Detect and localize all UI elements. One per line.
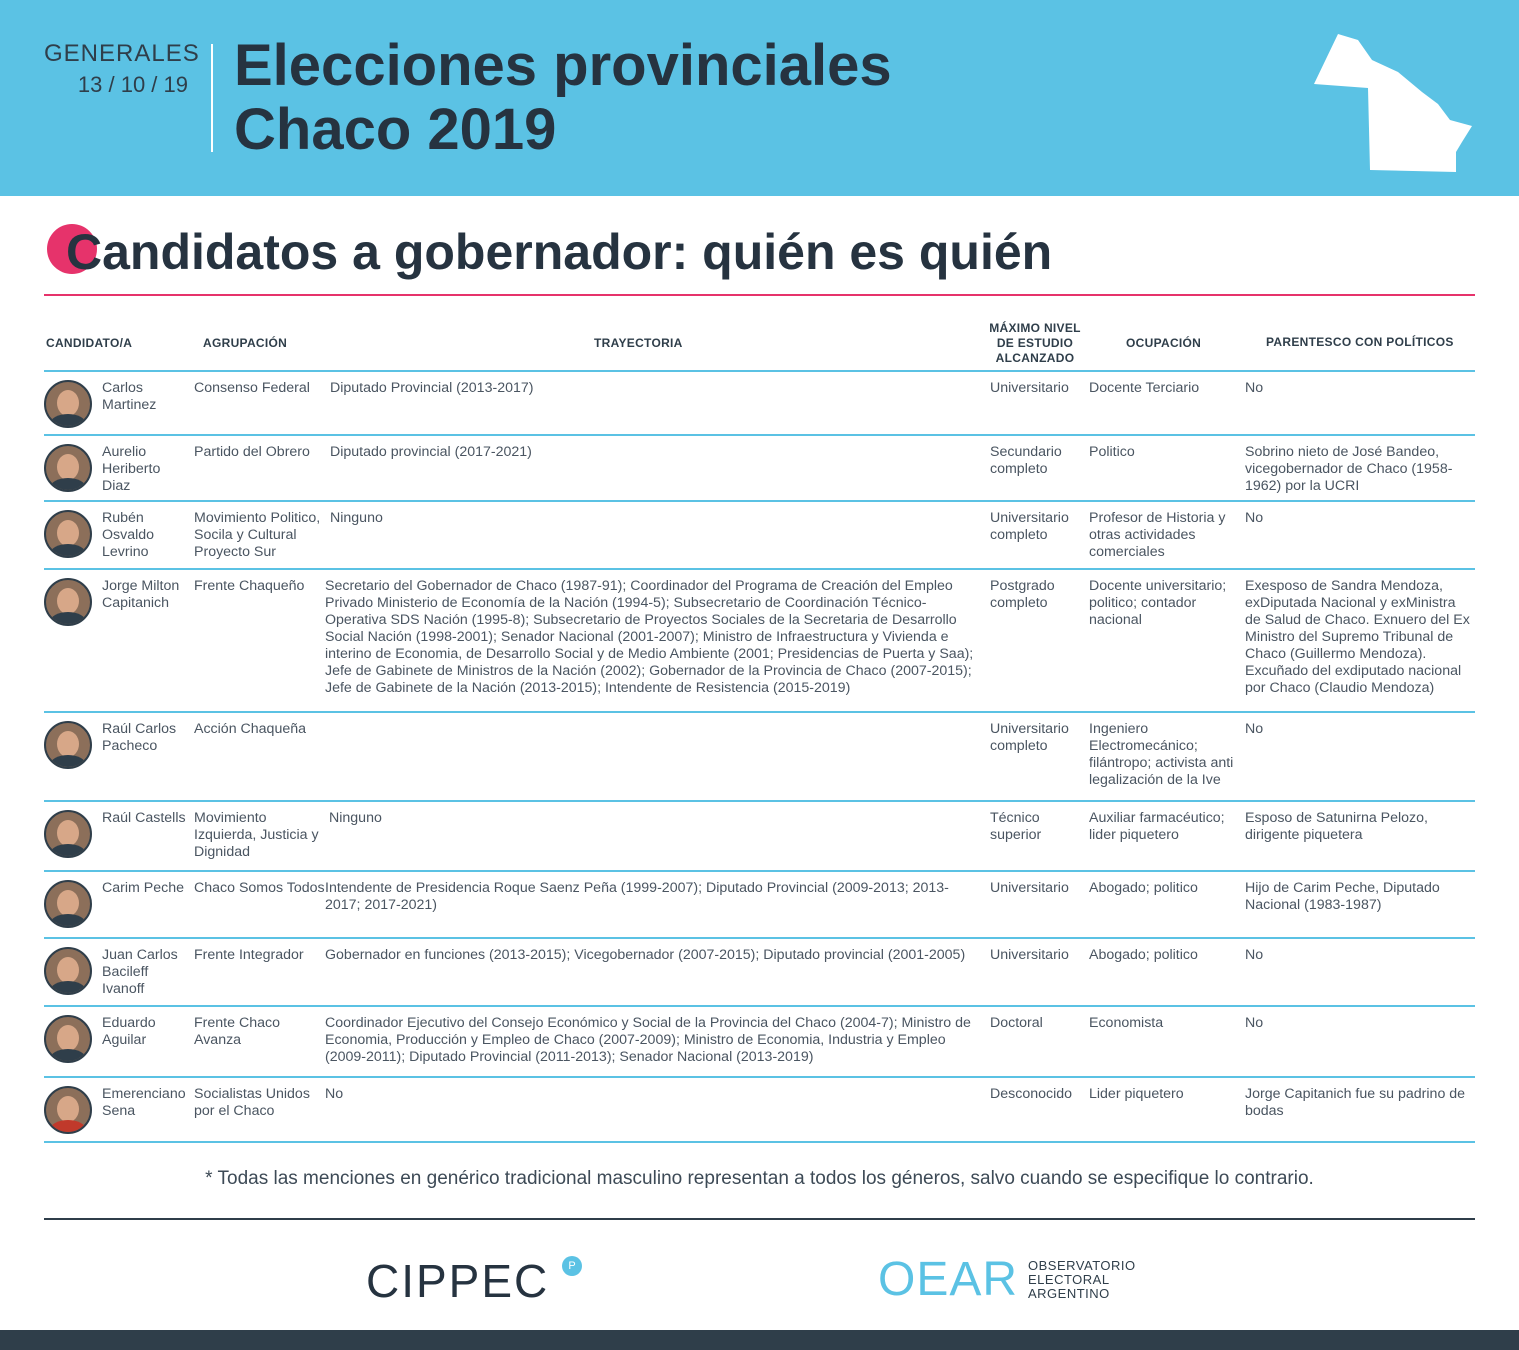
candidate-name: Juan Carlos Bacileff Ivanoff (102, 947, 178, 997)
oear-logo: OEAR (878, 1253, 1019, 1306)
oear-logo-subtitle (1028, 1259, 1136, 1301)
col-candidato: CANDIDATO/A (46, 336, 133, 350)
table-row (44, 713, 1475, 802)
candidate-kinship: No (1245, 510, 1264, 526)
candidate-photo (44, 578, 92, 626)
candidate-trajectory: Diputado Provincial (2013-2017) (330, 380, 534, 396)
col-estudio (982, 321, 1088, 366)
col-agrupacion: AGRUPACIÓN (203, 336, 288, 350)
candidate-education: Universitario (990, 380, 1069, 396)
candidate-photo (44, 510, 92, 558)
candidate-education: Técnico superior (990, 810, 1042, 843)
table-row (44, 872, 1475, 939)
candidate-photo (44, 1015, 92, 1063)
candidate-photo (44, 947, 92, 995)
candidate-kinship: Esposo de Satunirna Pelozo, dirigente piquetera (1245, 810, 1428, 843)
candidate-party: Movimiento Politico, Socila y Cultural Proyecto Sur (194, 510, 321, 560)
table-header (44, 318, 1475, 372)
candidate-education: Desconocido (990, 1086, 1073, 1102)
candidate-party: Acción Chaqueña (194, 721, 307, 737)
candidate-name: Rubén Osvaldo Levrino (102, 510, 155, 560)
candidate-name: Aurelio Heriberto Diaz (102, 444, 161, 494)
oear-sub-line3: ARGENTINO (1028, 1286, 1110, 1301)
candidate-photo (44, 444, 92, 492)
candidate-kinship: Hijo de Carim Peche, Diputado Nacional (1983-1987) (1245, 880, 1440, 913)
cippec-badge-icon: P (562, 1256, 582, 1276)
col-estudio-line1: MÁXIMO NIVEL (989, 321, 1081, 335)
page-title (234, 34, 892, 162)
candidate-occupation: Docente universitario; politico; contador nacional (1089, 578, 1227, 628)
candidate-education: Doctoral (990, 1015, 1043, 1031)
candidate-trajectory: Coordinador Ejecutivo del Consejo Económico y Social de la Provincia del Chaco (2004-7); Ministro de Economia, Producción y Empleo de Chaco (2007-2009); Ministro de Economia, Industria y Empleo (2009-2011); Diputado Provincial (2011-2013); Senador Nacional (2013-2019) (325, 1015, 971, 1065)
candidate-occupation: Lider piquetero (1089, 1086, 1184, 1102)
candidate-kinship: Jorge Capitanich fue su padrino de bodas (1245, 1086, 1466, 1119)
candidate-trajectory: Diputado provincial (2017-2021) (330, 444, 532, 460)
candidate-trajectory: Gobernador en funciones (2013-2015); Vicegobernador (2007-2015); Diputado provincial (2001-2005) (325, 947, 966, 963)
candidate-occupation: Economista (1089, 1015, 1164, 1031)
candidate-name: Carim Peche (102, 880, 185, 896)
col-estudio-line3: ALCANZADO (995, 351, 1075, 365)
candidate-trajectory: Ninguno (330, 510, 383, 526)
candidate-party: Partido del Obrero (194, 444, 310, 460)
oear-sub-line1: OBSERVATORIO (1028, 1258, 1136, 1273)
candidate-party: Frente Integrador (194, 947, 304, 963)
table-row (44, 436, 1475, 502)
candidate-education: Universitario completo (990, 510, 1069, 543)
footnote: * Todas las menciones en genérico tradicional masculino representan a todos los géneros, salvo cuando se especifique lo contrario. (205, 1168, 1314, 1189)
candidate-trajectory: Ninguno (329, 810, 382, 826)
candidate-name: Eduardo Aguilar (102, 1015, 156, 1048)
candidate-party: Socialistas Unidos por el Chaco (194, 1086, 310, 1119)
election-date: 13 / 10 / 19 (77, 72, 188, 97)
candidate-name: Emerenciano Sena (102, 1086, 186, 1119)
candidate-party: Chaco Somos Todos (194, 880, 325, 896)
col-parentesco: PARENTESCO CON POLÍTICOS (1266, 335, 1454, 349)
candidate-occupation: Auxiliar farmacéutico; lider piquetero (1089, 810, 1225, 843)
candidate-occupation: Ingeniero Electromecánico; filántropo; activista anti legalización de la Ive (1089, 721, 1234, 788)
table-row (44, 1078, 1475, 1143)
cippec-logo: CIPPEC (366, 1255, 550, 1307)
candidate-party: Movimiento Izquierda, Justicia y Dignidad (194, 810, 319, 860)
candidate-education: Universitario completo (990, 721, 1069, 754)
table-row (44, 372, 1475, 436)
candidate-occupation: Abogado; politico (1089, 947, 1198, 963)
table-row (44, 570, 1475, 713)
candidate-party: Frente Chaqueño (194, 578, 305, 594)
candidate-kinship: No (1245, 947, 1264, 963)
candidate-kinship: Exesposo de Sandra Mendoza, exDiputada Nacional y exMinistra de Salud de Chaco. Exnuero del Ex Ministro del Supremo Tribunal de Chaco (Guillermo Mendoza). Excuñado del exdiputado nacional por Chaco (Claudio Mendoza) (1245, 578, 1470, 696)
candidate-education: Secundario completo (990, 444, 1062, 477)
election-kicker (44, 40, 200, 98)
candidate-party: Consenso Federal (194, 380, 310, 396)
col-trayectoria: TRAYECTORIA (594, 336, 683, 350)
candidate-kinship: Sobrino nieto de José Bandeo, vicegobernador de Chaco (1958-1962) por la UCRI (1245, 444, 1453, 494)
candidate-photo (44, 810, 92, 858)
candidate-trajectory: Secretario del Gobernador de Chaco (1987-91); Coordinador del Programa de Creación del Empleo Privado Ministerio de Economía de la Nación (1994-5); Subsecretario de Coordinación Técnico-Operativa SDS Nación (1995-8); Subsecretario de Proyectos Sociales de la Secretaria de Desarrollo Social Nación (1998-2001); Senador Nacional (2001-2007); Ministro de Infraestructura y Vivienda e interino de Economia, de Desarrollo Social y de Medio Ambiente (2001; Presidencias de Puerta y Saa); Jefe de Gabinete de Ministros de la Nación (2002); Gobernador de la Provincia de Chaco (2007-2015); Jefe de Gabinete de la Nación (2013-2015); Intendente de Resistencia (2015-2019) (325, 578, 974, 696)
col-ocupacion: OCUPACIÓN (1126, 336, 1202, 350)
title-line-2: Chaco 2019 (234, 97, 557, 162)
candidate-trajectory: Intendente de Presidencia Roque Saenz Peña (1999-2007); Diputado Provincial (2009-2013; 2013-2017; 2017-2021) (325, 880, 949, 913)
candidate-education: Postgrado completo (990, 578, 1055, 611)
candidate-photo (44, 1086, 92, 1134)
candidate-name: Raúl Castells (102, 810, 186, 826)
candidate-kinship: No (1245, 380, 1264, 396)
candidate-name: Carlos Martinez (102, 380, 157, 413)
candidate-name: Jorge Milton Capitanich (102, 578, 180, 611)
col-estudio-line2: DE ESTUDIO (996, 336, 1074, 350)
candidate-education: Universitario (990, 880, 1069, 896)
candidate-kinship: No (1245, 1015, 1264, 1031)
table-row (44, 502, 1475, 570)
bottom-bar (0, 1330, 1519, 1350)
section-heading (46, 222, 1146, 282)
candidate-photo (44, 721, 92, 769)
candidate-kinship: No (1245, 721, 1264, 737)
footer-rule (44, 1218, 1475, 1220)
chaco-map-icon (1310, 30, 1480, 175)
section-rule (44, 294, 1475, 296)
candidate-occupation: Politico (1089, 444, 1135, 460)
table-row (44, 1007, 1475, 1078)
header-divider (211, 44, 213, 152)
candidate-education: Universitario (990, 947, 1069, 963)
table-row (44, 802, 1475, 872)
table-row (44, 939, 1475, 1007)
candidate-occupation: Abogado; politico (1089, 880, 1198, 896)
candidate-occupation: Docente Terciario (1089, 380, 1200, 396)
oear-sub-line2: ELECTORAL (1028, 1272, 1110, 1287)
header-banner (0, 0, 1519, 196)
kicker-label: GENERALES (44, 40, 200, 67)
candidate-occupation: Profesor de Historia y otras actividades comerciales (1089, 510, 1226, 560)
candidate-name: Raúl Carlos Pacheco (102, 721, 177, 754)
candidate-party: Frente Chaco Avanza (194, 1015, 280, 1048)
section-title: Candidatos a gobernador: quién es quién (66, 224, 1053, 280)
candidate-trajectory: No (325, 1086, 344, 1102)
candidate-photo (44, 380, 92, 428)
candidate-photo (44, 880, 92, 928)
title-line-1: Elecciones provinciales (234, 33, 892, 98)
